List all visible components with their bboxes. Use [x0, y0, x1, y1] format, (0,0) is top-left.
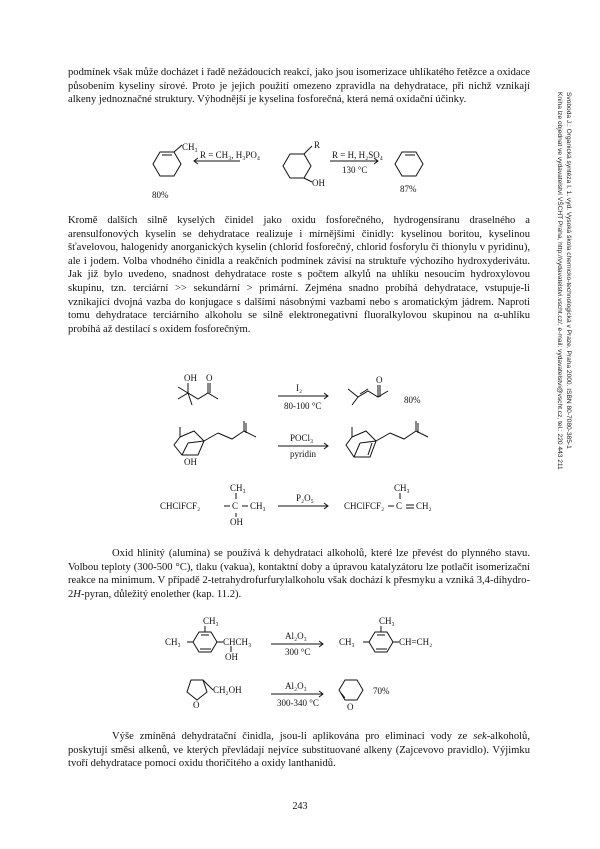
r1-right-chain: CH=CH₂	[399, 637, 433, 647]
paragraph-4-part-2: -alkoholů, poskytují směsi alkenů, ve kterých převládají nejvíce substituované alkeny (Zajcevovo pravidlo). Výjimku tvoří dehydratace pomocí oxidu thoričitého a oxidy lanthanidů.	[68, 731, 530, 770]
italic-sek: sek	[473, 731, 487, 742]
citation-line-2: Kniha lze objednat ve vydavatelství VŠCHT Praha, http://vydavatelstvi.vscht.cz/, e-mail: vydavatelstvi@vscht.cz, tel.: 220 443 211	[556, 92, 563, 470]
r1-left-oh: OH	[225, 652, 238, 662]
r3-left-prefix: CHClFCF₂	[160, 501, 201, 511]
r1-reagent: Al₂O₃	[285, 631, 307, 641]
r1-temp: 80-100 °C	[284, 401, 322, 411]
methylcyclohexene-ring	[153, 152, 181, 176]
r3-left-ch3: CH₃	[250, 501, 266, 511]
paragraph-3-part-2: -pyran, důležitý enolether (kap. 11.2).	[80, 588, 242, 600]
scheme-2	[160, 375, 460, 525]
r3-right-c: C	[396, 501, 403, 511]
r1-o: O	[206, 373, 213, 383]
scheme-1	[140, 140, 480, 210]
r2-yield: 70%	[373, 686, 390, 696]
r3-left-top: CH₃	[230, 483, 246, 493]
italic-h: H	[73, 588, 81, 600]
r1-right-ch3: CH₃	[339, 637, 355, 647]
r1-right-top: CH₃	[379, 616, 395, 626]
page-number: 243	[292, 801, 308, 812]
paragraph-4-part-1: Výše zmíněná dehydratační činidla, jsou-li aplikována pro eliminaci vody ze	[112, 731, 474, 742]
r3-left-c: C	[232, 501, 239, 511]
right-yield: 87%	[400, 184, 417, 194]
scheme-3	[165, 616, 433, 716]
label-r: R	[314, 140, 321, 150]
r3-left-bottom: OH	[230, 517, 243, 527]
paragraph-4	[68, 730, 530, 771]
r2-temp: 300-340 °C	[277, 698, 319, 708]
paragraph-3	[68, 547, 530, 601]
r2-reagent: POCl₃	[290, 433, 314, 443]
r1-yield: 80%	[404, 395, 421, 405]
r3-right-prefix: CHClFCF₂	[344, 501, 385, 511]
paragraph-2-part-1: Kromě dalších silně kyselých činidel jako oxidu fosforečného, hydrogensíranu draselného a arensulfonových kyselin se dehydratace realizuje i mírnějšími činidly: kyselinou boritou, kyselinou šťavelovou, halogenidy anorganických kyselin (chlorid fosforečný, chlorid fosforylu či thionylu v pyridinu), ale i jodem. Volba vhodného činidla a reakčních podmínek závisí na struktuře výchozího hydroxyderivátu. Jak již bylo uvedeno, snadnost dehydratace roste s počtem alkylů na uhlíku nesoucím hydroxylovou skupinu, tzn. terciární >> sekundární > primární. Zejména snadno probíhá dehydratace, vstupuje-li vznikající dvojná vazba do konjugace s dalšími násobnými vazbami nebo s aromatickým jádrem. Naproti tomu dehydratace terciárního alkoholu se silně elektronegativní fluoralkylovou skupinou na	[68, 215, 530, 322]
citation-sidebar	[556, 92, 580, 792]
r1-left-ch3: CH₃	[165, 637, 181, 647]
r1-left-top: CH₃	[203, 616, 219, 626]
r1-o-product: O	[376, 375, 383, 385]
r2-right-o: O	[347, 702, 354, 712]
r2-left-o: O	[193, 700, 200, 710]
label-oh: OH	[312, 178, 325, 188]
r3-reagent: P₂O₅	[296, 493, 314, 503]
r1-oh: OH	[184, 373, 197, 383]
label-ch3: CH₃	[182, 142, 198, 152]
r3-right-ch2: CH₂	[416, 501, 432, 511]
r2-oh: OH	[184, 457, 197, 467]
r2-reagent: Al₂O₃	[285, 681, 307, 691]
right-conditions: R = H, H₂SO₄	[332, 150, 383, 160]
right-temp: 130 °C	[342, 165, 368, 175]
paragraph-3-part-1: Oxid hlinitý (alumina) se používá k dehydrataci alkoholů, které lze převést do plynného stavu. Volbou teploty (300-500 °C), tlaku (vakua), kontaktní doby a úpravou katalyzátoru lze potlačit isomerizační reakce na minimum. V případě 2-tetrahydrofurfurylalkoholu však dochází k přesmyku a vzniká 3,4-dihydro-2	[68, 548, 530, 600]
r1-temp: 300 °C	[285, 647, 311, 657]
r2-solvent: pyridin	[290, 449, 316, 459]
left-yield: 80%	[152, 190, 169, 200]
cyclohexene-ring	[395, 152, 423, 176]
cyclohexanol-ring	[283, 154, 311, 178]
r1-reagent: I₂	[296, 383, 303, 393]
paragraph-2	[68, 214, 530, 336]
citation-line-1: Svoboda J.: Organická syntéza I. 1. vyd. Vysoká škola chemicko-technologická v Praze, Praha 2000. ISBN 80-7080-385-1	[565, 92, 572, 449]
alpha-symbol: α	[493, 310, 500, 322]
r3-right-top: CH₃	[394, 483, 410, 493]
paragraph-2-part-2: -uhlíku probíhá až destilací s oxidem fosforečným.	[68, 310, 530, 335]
r2-left-chain: CH₂OH	[213, 685, 242, 695]
r1-left-chain: CHCH₃	[223, 637, 252, 647]
left-conditions: R = CH₃, H₃PO₄	[200, 150, 260, 160]
paragraph-1: podmínek však může docházet i řadě nežádoucích reakcí, jako jsou isomerizace uhlíkatého řetězce a oxidace působením kyseliny sírové. Proto je jejich použití omezeno zpravidla na dehydratace, při nichž vznikají alkeny jednoznačné struktury. Výhodnější je kyselina fosforečná, která nemá oxidační účinky.	[68, 67, 530, 106]
